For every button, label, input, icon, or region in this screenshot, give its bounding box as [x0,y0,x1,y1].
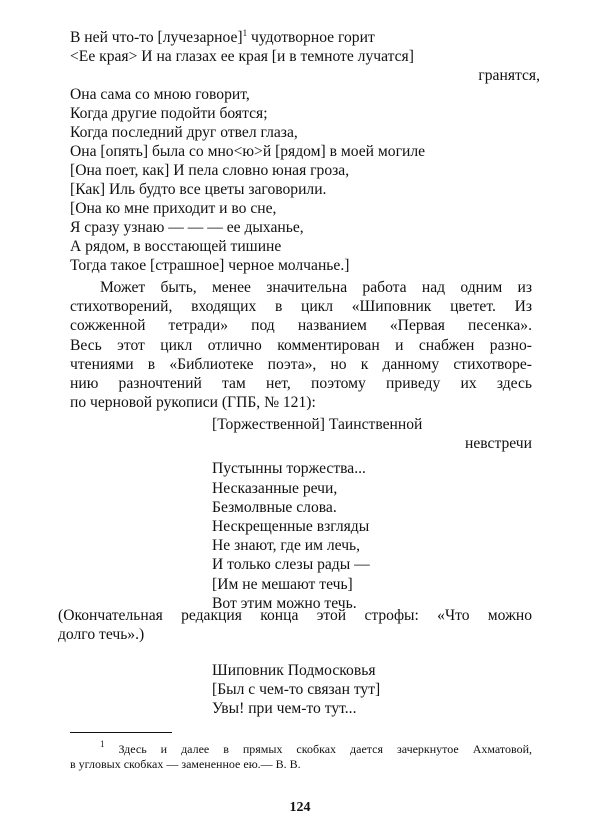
page-number: 124 [289,800,311,815]
verse-line: И только слезы рады — [212,556,370,574]
verse-line: [Как] Иль будто все цветы заговорили. [70,181,327,198]
paragraph-line: Может быть, менее значительна работа над одним из [100,279,532,296]
paragraph-line: чтениями в «Библиотеке поэта», но к данному стихотворе- [70,355,532,373]
verse-line: Несказанные речи, [212,479,338,497]
paragraph-line: Весь этот цикл отлично комментирован и снабжен разно- [70,336,532,354]
verse-line: Пустынны торжества... [212,460,366,478]
verse-line: Нескрещенные взгляды [212,517,370,535]
verse-line [70,28,540,47]
footnote-line-text: Здесь и далее в прямых скобках дается зачеркнутое Ахматовой, [104,742,532,756]
verse-line-continuation: невстречи [465,435,532,453]
footnote [70,739,532,772]
verse-line: Вот этим можно течь. [212,594,357,612]
paragraph-final-edition-note [58,606,532,644]
footnote-reference: 1 [242,28,248,38]
paragraph-commentary [70,278,532,412]
paragraph-line: долго течь».) [58,626,145,644]
verse-line: Когда другие подойти боятся; [70,105,268,122]
verse-line: Увы! при чем-то тут... [212,700,357,718]
paragraph-line: по черновой рукописи (ГПБ, № 121): [70,394,316,412]
footnote-separator [70,732,172,733]
verse-line-text: чудотворное горит [247,29,375,46]
verse-line: Тогда такое [страшное] черное молчанье.] [70,257,350,274]
verse-line: Шиповник Подмосковья [212,662,376,679]
paragraph-line: стихотворений, входящих в цикл «Шиповник цветет. Из [70,298,532,316]
verse-line: Когда последний друг отвел глаза, [70,124,298,141]
verse-line-text: В ней что-то [лучезарное] [70,29,243,46]
verse-line: Она [опять] была со мно<ю>й [рядом] в моей могиле [70,143,426,160]
verse-line: [Она поет, как] И пела словно юная гроза, [70,162,350,179]
verse-line-continuation: гранятся, [478,67,540,84]
footnote-line: в угловых скобках — замененное ею.— В. В. [70,757,301,771]
verse-line: [Был с чем-то связан тут] [212,681,381,699]
paragraph-line: сожженной тетради» под названием «Первая песенка». [70,317,532,335]
verse-line: Не знают, где им лечь, [212,537,361,555]
verse-line: [Она ко мне приходит и во сне, [70,200,277,217]
paragraph-line: нию разночтений там нет, поэтому приведу их здесь [70,374,532,392]
poem-first-song [212,415,532,613]
verse-line: [Им не мешают течь] [212,575,353,593]
verse-line: [Торжественной] Таинственной [212,416,423,433]
draft-verse-block [70,28,540,275]
footnote-line [70,739,532,757]
verse-line: Она сама со мною говорит, [70,86,250,103]
verse-line: Я сразу узнаю — — — ее дыханье, [70,219,304,236]
verse-line: Безмолвные слова. [212,498,337,516]
verse-line: А рядом, в восстающей тишине [70,238,282,255]
poem-rosehip-fragment [212,661,532,719]
footnote-mark: 1 [100,739,105,749]
paragraph-line: (Окончательная редакция конца этой строфы: «Что можно [58,607,532,624]
verse-line: <Ее края> И на глазах ее края [и в темноте лучатся] [70,48,414,65]
